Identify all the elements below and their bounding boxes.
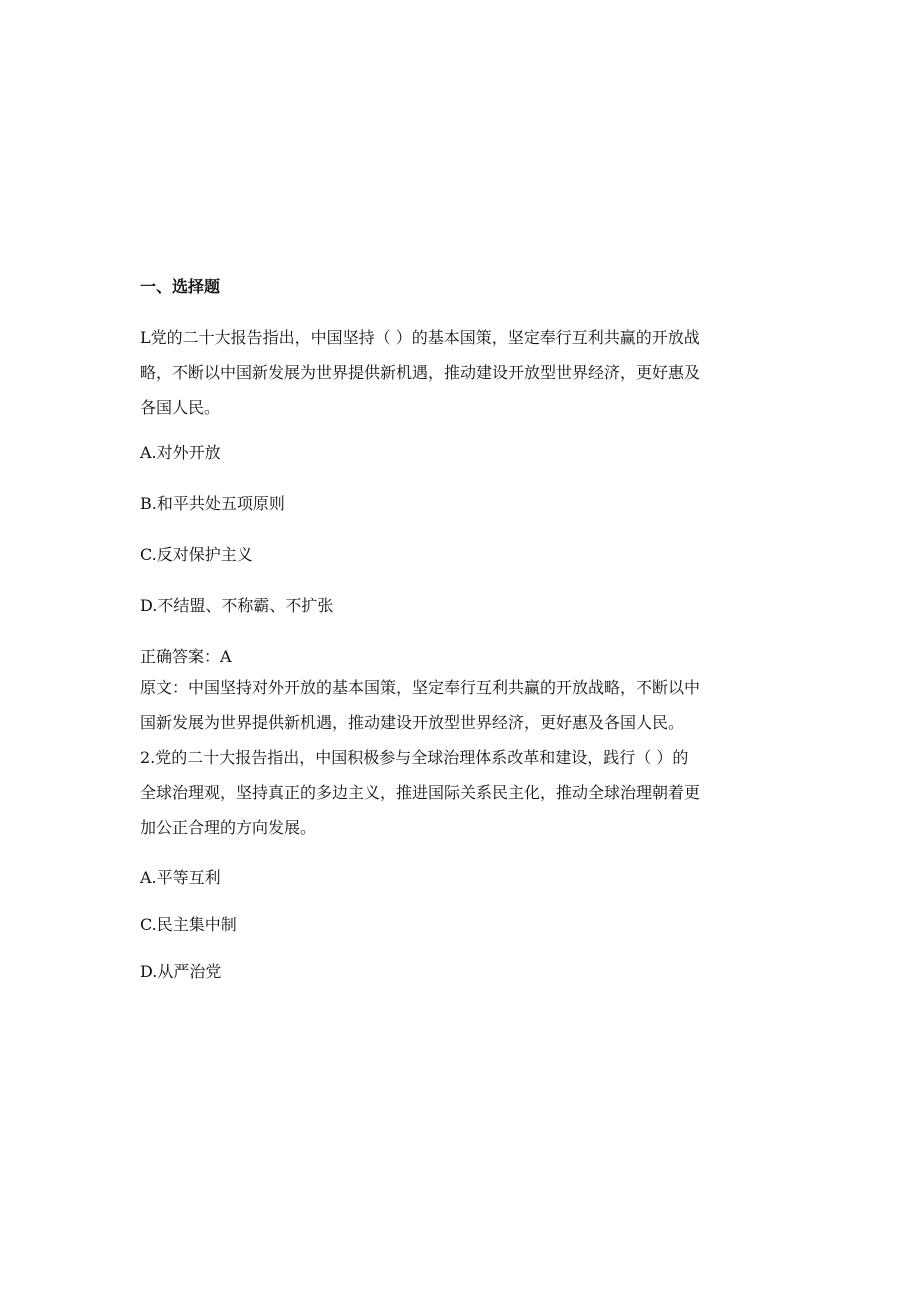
question-1-text: 党的二十大报告指出，中国坚持（ ）的基本国策，坚定奉行互利共赢的开放战略，不断以中国新发展为世界提供新机遇，推动建设开放型世界经济，更好惠及各国人民。	[140, 328, 701, 417]
option-text: 从严治党	[157, 962, 222, 981]
document-content	[140, 274, 700, 1006]
option-text: 不结盟、不称霸、不扩张	[157, 596, 334, 615]
option-label: C.	[140, 545, 157, 564]
option-label: A.	[140, 868, 157, 887]
option-text: 平等互利	[156, 868, 221, 887]
section-title: 一、选择题	[140, 277, 221, 296]
question-1-answer	[140, 644, 700, 670]
option-label: B.	[140, 494, 157, 513]
question-2-option-d	[140, 959, 700, 985]
question-1-number: L	[140, 328, 151, 347]
option-text: 和平共处五项原则	[156, 494, 285, 513]
question-1-option-d	[140, 593, 700, 619]
answer-value: A	[220, 647, 232, 666]
option-text: 民主集中制	[156, 915, 237, 934]
question-1-option-a	[140, 440, 700, 466]
option-label: D.	[140, 962, 158, 981]
question-2-stem	[140, 740, 700, 845]
option-label: C.	[140, 915, 157, 934]
option-label: A.	[140, 443, 157, 462]
option-text: 对外开放	[156, 443, 221, 462]
option-text: 反对保护主义	[156, 545, 253, 564]
question-2-option-c	[140, 912, 700, 938]
question-2-number: 2.	[140, 748, 156, 767]
question-2-option-a	[140, 865, 700, 891]
answer-prefix: 正确答案：	[140, 647, 221, 666]
question-2-text: 党的二十大报告指出，中国积极参与全球治理体系改革和建设，践行（ ）的全球治理观，坚持真正的多边主义，推进国际关系民主化，推动全球治理朝着更加公正合理的方向发展。	[140, 748, 701, 837]
option-label: D.	[140, 596, 158, 615]
question-1-option-b	[140, 491, 700, 517]
question-1-source: 原文：中国坚持对外开放的基本国策，坚定奉行互利共赢的开放战略，不断以中国新发展为世界提供新机遇，推动建设开放型世界经济，更好惠及各国人民。	[140, 678, 701, 732]
question-1-option-c	[140, 542, 700, 568]
question-1-stem	[140, 320, 700, 425]
